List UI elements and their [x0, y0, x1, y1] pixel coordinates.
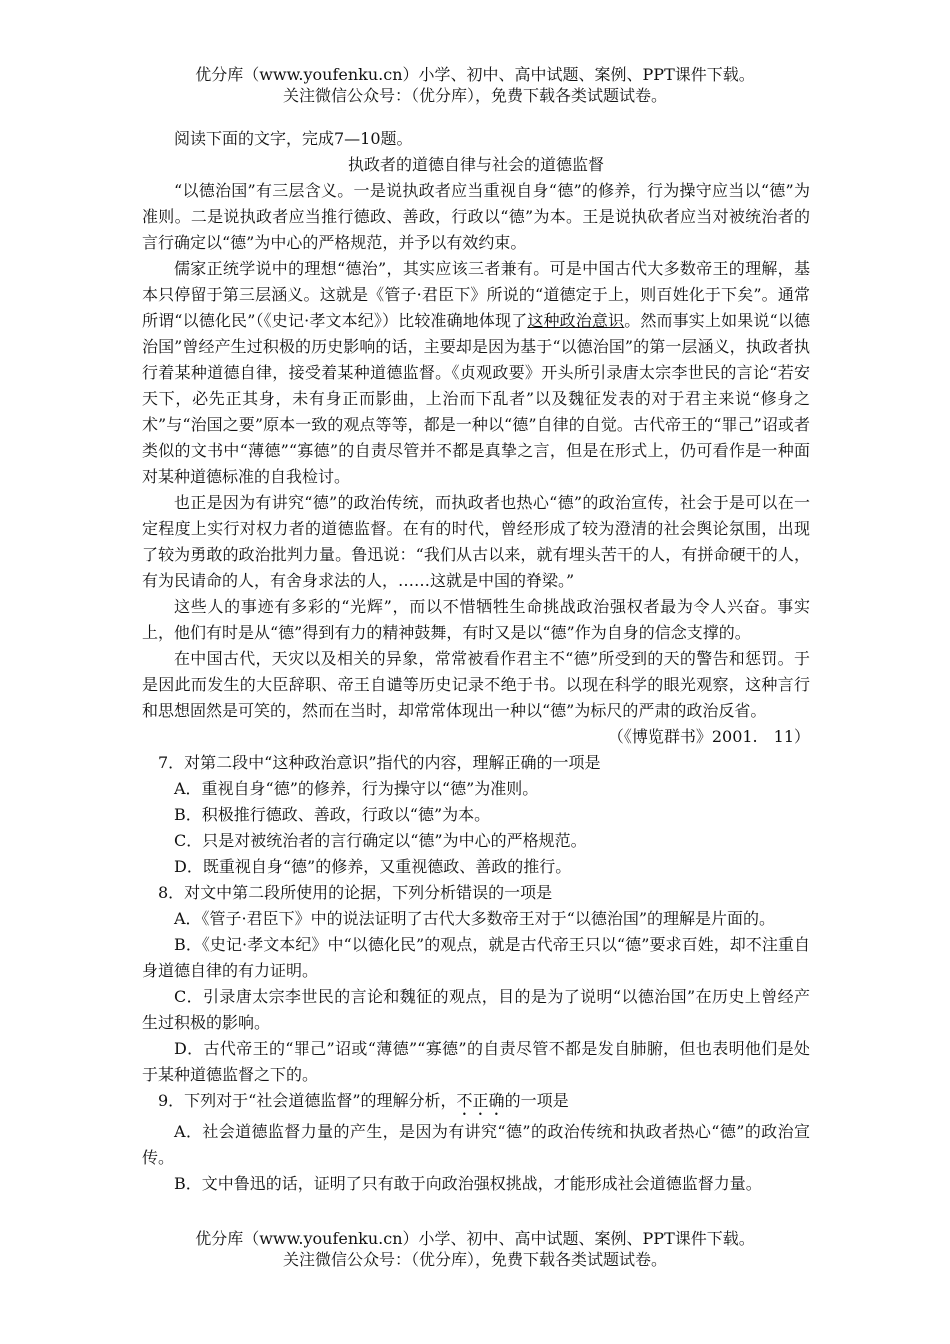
header-line-2: 关注微信公众号：（优分库），免费下载各类试题试卷。	[282, 86, 667, 105]
paragraph-2-pre: 儒家正统学说中的理想“德治”，其实应该三者兼有。可是中国古代大多数帝王的理解，基本只停留于第三层涵义。这就是《管子·君臣下》所说的“道德定于上，则百姓化于下矣”。通常所谓“以德化民”（《史记·孝文本纪》）比较准确地体现了	[142, 259, 810, 330]
paragraph-2	[142, 256, 810, 490]
instruction: 阅读下面的文字，完成7—10题。	[174, 129, 413, 148]
header-line-1: 优分库（www.youfenku.cn）小学、初中、高中试题、案例、PPT课件下载。	[195, 65, 755, 84]
article-title: 执政者的道德自律与社会的道德监督	[347, 155, 604, 174]
question-9-option-a: A．社会道德监督力量的产生，是因为有讲究“德”的政治传统和执政者热心“德”的政治宣传。	[142, 1122, 810, 1167]
footer-line-2: 关注微信公众号：（优分库），免费下载各类试题试卷。	[282, 1250, 667, 1269]
question-9-stem-post: 的一项是	[504, 1091, 569, 1110]
emphasis-dotted: 不正确	[456, 1091, 505, 1110]
question-9-option-b: B．文中鲁迅的话，证明了只有敢于向政治强权挑战，才能形成社会道德监督力量。	[174, 1174, 762, 1193]
footer-line-1: 优分库（www.youfenku.cn）小学、初中、高中试题、案例、PPT课件下载。	[195, 1229, 755, 1248]
question-8-option-d: D．古代帝王的“罪己”诏或“薄德”“寡德”的自责尽管不都是发自肺腑，但也表明他们是处于某种道德监督之下的。	[142, 1039, 810, 1084]
question-8-option-c: C．引录唐太宗李世民的言论和魏征的观点，目的是为了说明“以德治国”在历史上曾经产生过积极的影响。	[142, 987, 810, 1032]
question-9-stem	[142, 1088, 810, 1119]
page-header	[0, 64, 950, 106]
source-citation: （《博览群书》2001. 11）	[607, 727, 810, 746]
question-8-option-a: A．《管子·君臣下》中的说法证明了古代大多数帝王对于“以德治国”的理解是片面的。	[174, 909, 776, 928]
question-8-stem: 8．对文中第二段所使用的论据，下列分析错误的一项是	[158, 883, 553, 902]
question-8-option-b: B．《史记·孝文本纪》中“以德化民”的观点，就是古代帝王只以“德”要求百姓，却不注重自身道德自律的有力证明。	[142, 935, 810, 980]
question-9-stem-pre: 9．下列对于“社会道德监督”的理解分析，	[158, 1091, 457, 1110]
paragraph-4: 这些人的事迹有多彩的“光辉”，而以不惜牺牲生命挑战政治强权者最为令人兴奋。事实 上，他们有时是从“德”得到有力的精神鼓舞，有时又是以“德”作为自身的信念支撑的。	[142, 597, 843, 642]
question-7-option-c: C．只是对被统治者的言行确定以“德”为中心的严格规范。	[174, 831, 587, 850]
question-7-option-d: D．既重视自身“德”的修养，又重视德政、善政的推行。	[174, 857, 572, 876]
paragraph-2-post: 。然而事实上如果说“以德治国”曾经产生过积极的历史影响的话，主要却是因为基于“以德治国”的第一层涵义，执政者执行着某种道德自律，接受着某种道德监督。《贞观政要》开头所引录唐太宗李世民的言论“若安天下，必先正其身，未有身正而影曲，上治而下乱者”以及魏征发表的对于君主来说“修身之术”与“治国之要”原本一致的观点等等，都是一种以“德”自律的自觉。古代帝王的“罪己”诏或者类似的文书中“薄德”“寡德”的自责尽管并不都是真挚之言，但是在形式上，仍可看作是一种面对某种道德标准的自我检讨。	[142, 311, 810, 486]
underlined-phrase: 这种政治意识	[527, 311, 625, 330]
paragraph-1: “以德治国”有三层含义。一是说执政者应当重视自身“德”的修养，行为操守应当以“德”为准则。二是说执政者应当推行德政、善政，行政以“德”为本。王是说执砍者应当对被统治者的言行确定以“德”为中心的严格规范，并予以有效约束。	[142, 181, 810, 252]
document-body	[142, 126, 843, 1197]
page-footer	[0, 1228, 950, 1270]
question-7-stem: 7．对第二段中“这种政治意识”指代的内容，理解正确的一项是	[158, 753, 601, 772]
question-7-option-a: A．重视自身“德”的修养，行为操守以“德”为准则。	[174, 779, 539, 798]
paragraph-3: 也正是因为有讲究“德”的政治传统，而执政者也热心“德”的政治宣传，社会于是可以在一定程度上实行对权力者的道德监督。在有的时代，曾经形成了较为澄清的社会舆论氛围，出现了较为勇敢的政治批判力量。鲁迅说：“我们从古以来，就有埋头苦干的人，有拼命硬干的人，有为民请命的人，有舍身求法的人，……这就是中国的脊梁。”	[142, 493, 810, 590]
question-7-option-b: B．积极推行德政、善政，行政以“德”为本。	[174, 805, 491, 824]
paragraph-5: 在中国古代，天灾以及相关的异象，常常被看作君主不“德”所受到的天的警告和惩罚。于是因此而发生的大臣辞职、帝王自谴等历史记录不绝于书。以现在科学的眼光观察，这种言行和思想固然是可笑的，然而在当时，却常常体现出一种以“德”为标尺的严肃的政治反省。	[142, 649, 810, 720]
